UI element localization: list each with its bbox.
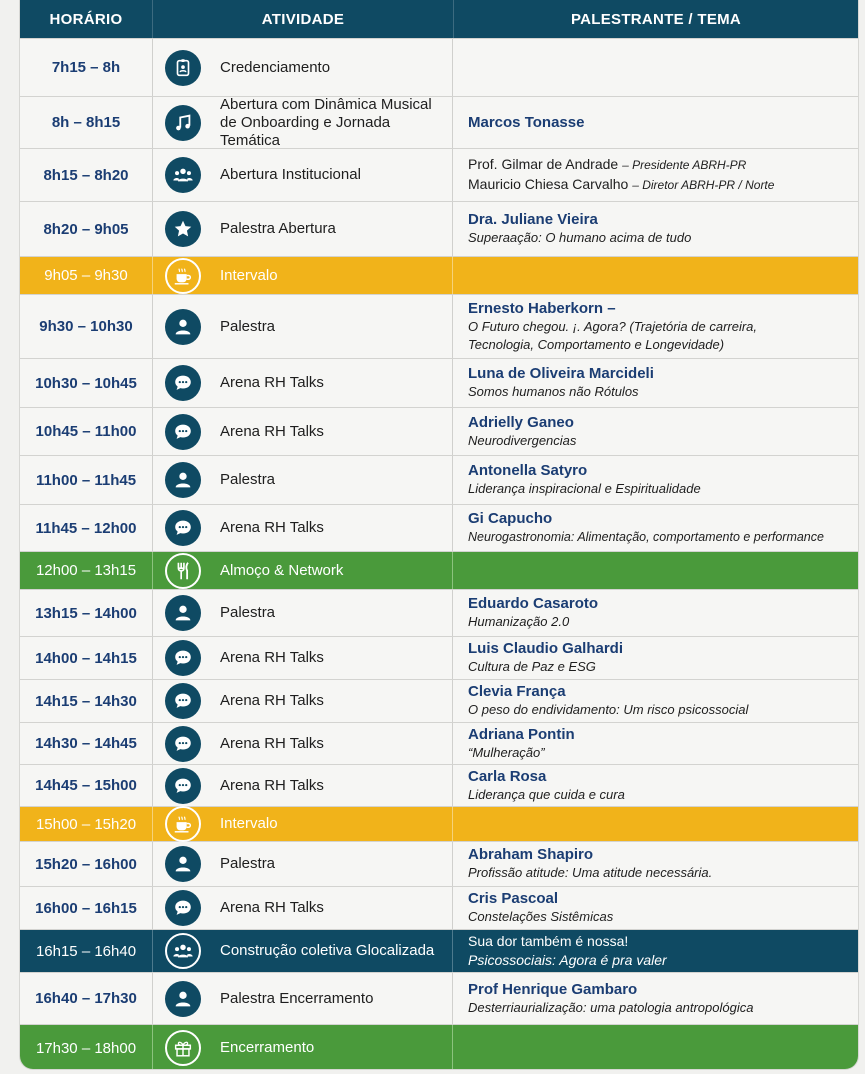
speaker-name: Gi Capucho — [468, 510, 553, 527]
activity-label: Palestra Abertura — [220, 220, 336, 237]
time-cell: 17h30 – 18h00 — [20, 1025, 153, 1070]
speaker-cell — [453, 637, 858, 679]
speaker-name: Antonella Satyro — [468, 462, 588, 479]
speaker-line — [468, 175, 858, 195]
activity-label: Palestra — [220, 317, 276, 335]
time-cell: 9h30 – 10h30 — [20, 295, 153, 358]
gift-icon — [165, 1030, 201, 1066]
activity-line: de Onboarding e Jornada Temática — [220, 113, 391, 149]
topic-text: Humanização 2.0 — [468, 614, 570, 629]
speaker-name: Marcos Tonasse — [468, 113, 585, 131]
table-row — [20, 806, 858, 841]
time-cell: 11h45 – 12h00 — [20, 505, 153, 551]
table-row — [20, 201, 858, 256]
activity-cell — [153, 842, 453, 886]
coffee-icon — [165, 806, 201, 842]
activity-cell — [153, 807, 453, 841]
activity-label: Intervalo — [220, 266, 278, 284]
chat-icon — [165, 768, 201, 804]
activity-cell — [153, 257, 453, 294]
star-icon — [165, 211, 201, 247]
header-activity: ATIVIDADE — [153, 0, 454, 38]
table-row — [20, 256, 858, 294]
speaker-cell — [453, 257, 858, 294]
topic-text: O Futuro chegou. ¡. Agora? (Trajetória de carreira, — [468, 318, 758, 334]
theme-line: Sua dor também é nossa! — [468, 933, 629, 949]
person-icon — [165, 981, 201, 1017]
schedule-table — [19, 0, 859, 1070]
speaker-cell — [453, 723, 858, 764]
speaker-name: Carla Rosa — [468, 767, 547, 785]
time-cell: 9h05 – 9h30 — [20, 257, 153, 294]
table-row — [20, 764, 858, 806]
speaker-name: Luis Claudio Galhardi — [468, 640, 624, 657]
speaker-name: Abraham Shapiro — [468, 846, 594, 863]
chat-icon — [165, 890, 201, 926]
speaker-name: Prof Henrique Gambaro — [468, 980, 638, 998]
speaker-line — [468, 155, 858, 175]
activity-label: Arena RH Talks — [220, 776, 324, 794]
table-row — [20, 551, 858, 589]
speaker-name: Clevia França — [468, 683, 566, 700]
time-cell: 10h30 – 10h45 — [20, 359, 153, 407]
time-cell: 14h45 – 15h00 — [20, 765, 153, 806]
speaker-cell — [453, 408, 858, 455]
topic-text: O peso do endividamento: Um risco psicossocial — [468, 702, 749, 717]
speaker-name: Cris Pascoal — [468, 890, 559, 907]
chat-icon — [165, 365, 201, 401]
person-icon — [165, 595, 201, 631]
time-cell: 11h00 – 11h45 — [20, 456, 153, 504]
activity-cell — [153, 552, 453, 589]
activity-cell — [153, 973, 453, 1024]
speaker-role: – Diretor ABRH-PR / Norte — [632, 178, 775, 192]
time-cell: 15h20 – 16h00 — [20, 842, 153, 886]
activity-cell — [153, 930, 453, 972]
table-row — [20, 886, 858, 929]
activity-cell — [153, 456, 453, 504]
activity-label: Palestra — [220, 855, 276, 872]
speaker-cell — [453, 149, 858, 201]
speaker-cell — [453, 590, 858, 636]
speaker-name: Mauricio Chiesa Carvalho — [468, 176, 629, 192]
speaker-cell — [453, 505, 858, 551]
activity-cell — [153, 505, 453, 551]
time-cell: 8h20 – 9h05 — [20, 202, 153, 256]
time-cell: 7h15 – 8h — [20, 39, 153, 96]
table-row — [20, 455, 858, 504]
topic-text: Neurogastronomia: Alimentação, comportamento e performance — [468, 530, 824, 544]
activity-cell — [153, 39, 453, 96]
speaker-cell — [453, 807, 858, 841]
time-cell: 16h40 – 17h30 — [20, 973, 153, 1024]
activity-cell — [153, 887, 453, 929]
topic-text: Constelações Sistêmicas — [468, 909, 614, 924]
person-icon — [165, 462, 201, 498]
time-cell: 13h15 – 14h00 — [20, 590, 153, 636]
speaker-name: Adrielly Ganeo — [468, 413, 574, 431]
activity-label: Almoço & Network — [220, 561, 344, 579]
activity-label — [220, 96, 452, 150]
table-row — [20, 841, 858, 886]
speaker-name: Dra. Juliane Vieira — [468, 211, 598, 228]
activity-cell — [153, 202, 453, 256]
activity-cell — [153, 1025, 453, 1070]
speaker-cell — [453, 456, 858, 504]
header-time: HORÁRIO — [20, 0, 153, 38]
activity-cell — [153, 149, 453, 201]
group-icon — [165, 933, 201, 969]
speaker-role: – Presidente ABRH-PR — [622, 158, 747, 172]
activity-label: Intervalo — [220, 815, 278, 832]
music-note-icon — [165, 105, 201, 141]
coffee-icon — [165, 258, 201, 294]
chat-icon — [165, 510, 201, 546]
group-icon — [165, 157, 201, 193]
table-row — [20, 96, 858, 148]
speaker-cell — [453, 359, 858, 407]
speaker-cell — [453, 39, 858, 96]
activity-label: Abertura Institucional — [220, 166, 361, 183]
table-header — [20, 0, 858, 38]
speaker-name: Prof. Gilmar de Andrade — [468, 156, 619, 172]
activity-label: Credenciamento — [220, 58, 331, 76]
speaker-cell — [453, 973, 858, 1024]
activity-cell — [153, 723, 453, 764]
speaker-cell — [453, 765, 858, 806]
activity-label: Arena RH Talks — [220, 519, 324, 536]
speaker-cell — [453, 842, 858, 886]
activity-cell — [153, 97, 453, 148]
topic-text: “Mulheração” — [468, 744, 545, 760]
time-cell: 8h15 – 8h20 — [20, 149, 153, 201]
activity-label: Arena RH Talks — [220, 692, 324, 709]
person-icon — [165, 846, 201, 882]
table-row — [20, 358, 858, 407]
time-cell: 16h15 – 16h40 — [20, 930, 153, 972]
topic-text: Neurodivergencias — [468, 432, 577, 448]
header-speaker: PALESTRANTE / TEMA — [570, 10, 742, 28]
activity-label: Arena RH Talks — [220, 374, 324, 391]
table-row — [20, 679, 858, 722]
speaker-name: Ernesto Haberkorn – — [468, 299, 616, 317]
time-cell: 12h00 – 13h15 — [20, 552, 153, 589]
person-icon — [165, 309, 201, 345]
time-cell: 10h45 – 11h00 — [20, 408, 153, 455]
activity-cell — [153, 590, 453, 636]
table-row — [20, 929, 858, 972]
activity-cell — [153, 680, 453, 722]
table-row — [20, 1024, 858, 1070]
activity-label: Palestra — [220, 471, 276, 488]
badge-icon — [165, 50, 201, 86]
activity-label: Encerramento — [220, 1039, 315, 1056]
speaker-cell — [453, 295, 858, 358]
chat-icon — [165, 683, 201, 719]
table-row — [20, 636, 858, 679]
topic-text: Superaação: O humano acima de tudo — [468, 230, 692, 245]
activity-label: Arena RH Talks — [220, 422, 324, 440]
activity-label: Construção coletiva Glocalizada — [220, 942, 435, 959]
topic-text: Tecnologia, Comportamento e Longevidade) — [468, 336, 725, 352]
chat-icon — [165, 414, 201, 450]
chat-icon — [165, 726, 201, 762]
speaker-cell — [453, 202, 858, 256]
activity-cell — [153, 295, 453, 358]
theme-line: Psicossociais: Agora é pra valer — [468, 952, 667, 968]
topic-text: Liderança que cuida e cura — [468, 786, 625, 802]
time-cell: 14h30 – 14h45 — [20, 723, 153, 764]
speaker-cell — [453, 97, 858, 148]
fork-knife-icon — [165, 553, 201, 589]
table-row — [20, 504, 858, 551]
speaker-name: Luna de Oliveira Marcideli — [468, 365, 654, 382]
table-row — [20, 38, 858, 96]
activity-label: Palestra — [220, 604, 276, 621]
topic-text: Somos humanos não Rótulos — [468, 384, 639, 399]
speaker-name: Eduardo Casaroto — [468, 595, 599, 612]
speaker-cell — [453, 552, 858, 589]
speaker-cell — [453, 680, 858, 722]
table-row — [20, 589, 858, 636]
topic-text: Cultura de Paz e ESG — [468, 659, 596, 674]
activity-cell — [153, 359, 453, 407]
activity-cell — [153, 637, 453, 679]
table-row — [20, 294, 858, 358]
speaker-cell — [453, 887, 858, 929]
speaker-name: Adriana Pontin — [468, 725, 575, 743]
activity-label: Arena RH Talks — [220, 649, 324, 666]
topic-text: Desterriaurialização: uma patologia antropológica — [468, 999, 754, 1015]
speaker-cell — [453, 1025, 858, 1070]
activity-line: Abertura com Dinâmica Musical — [220, 95, 432, 113]
time-cell: 16h00 – 16h15 — [20, 887, 153, 929]
table-row — [20, 722, 858, 764]
speaker-cell — [453, 930, 858, 972]
table-row — [20, 972, 858, 1024]
activity-cell — [153, 765, 453, 806]
activity-label: Arena RH Talks — [220, 899, 324, 916]
time-cell: 15h00 – 15h20 — [20, 807, 153, 841]
time-cell: 14h00 – 14h15 — [20, 637, 153, 679]
time-cell: 14h15 – 14h30 — [20, 680, 153, 722]
table-row — [20, 148, 858, 201]
activity-label: Arena RH Talks — [220, 734, 324, 752]
time-cell: 8h – 8h15 — [20, 97, 153, 148]
activity-cell — [153, 408, 453, 455]
activity-label: Palestra Encerramento — [220, 989, 374, 1007]
table-row — [20, 407, 858, 455]
chat-icon — [165, 640, 201, 676]
topic-text: Liderança inspiracional e Espiritualidade — [468, 481, 701, 496]
topic-text: Profissão atitude: Uma atitude necessária. — [468, 865, 713, 880]
